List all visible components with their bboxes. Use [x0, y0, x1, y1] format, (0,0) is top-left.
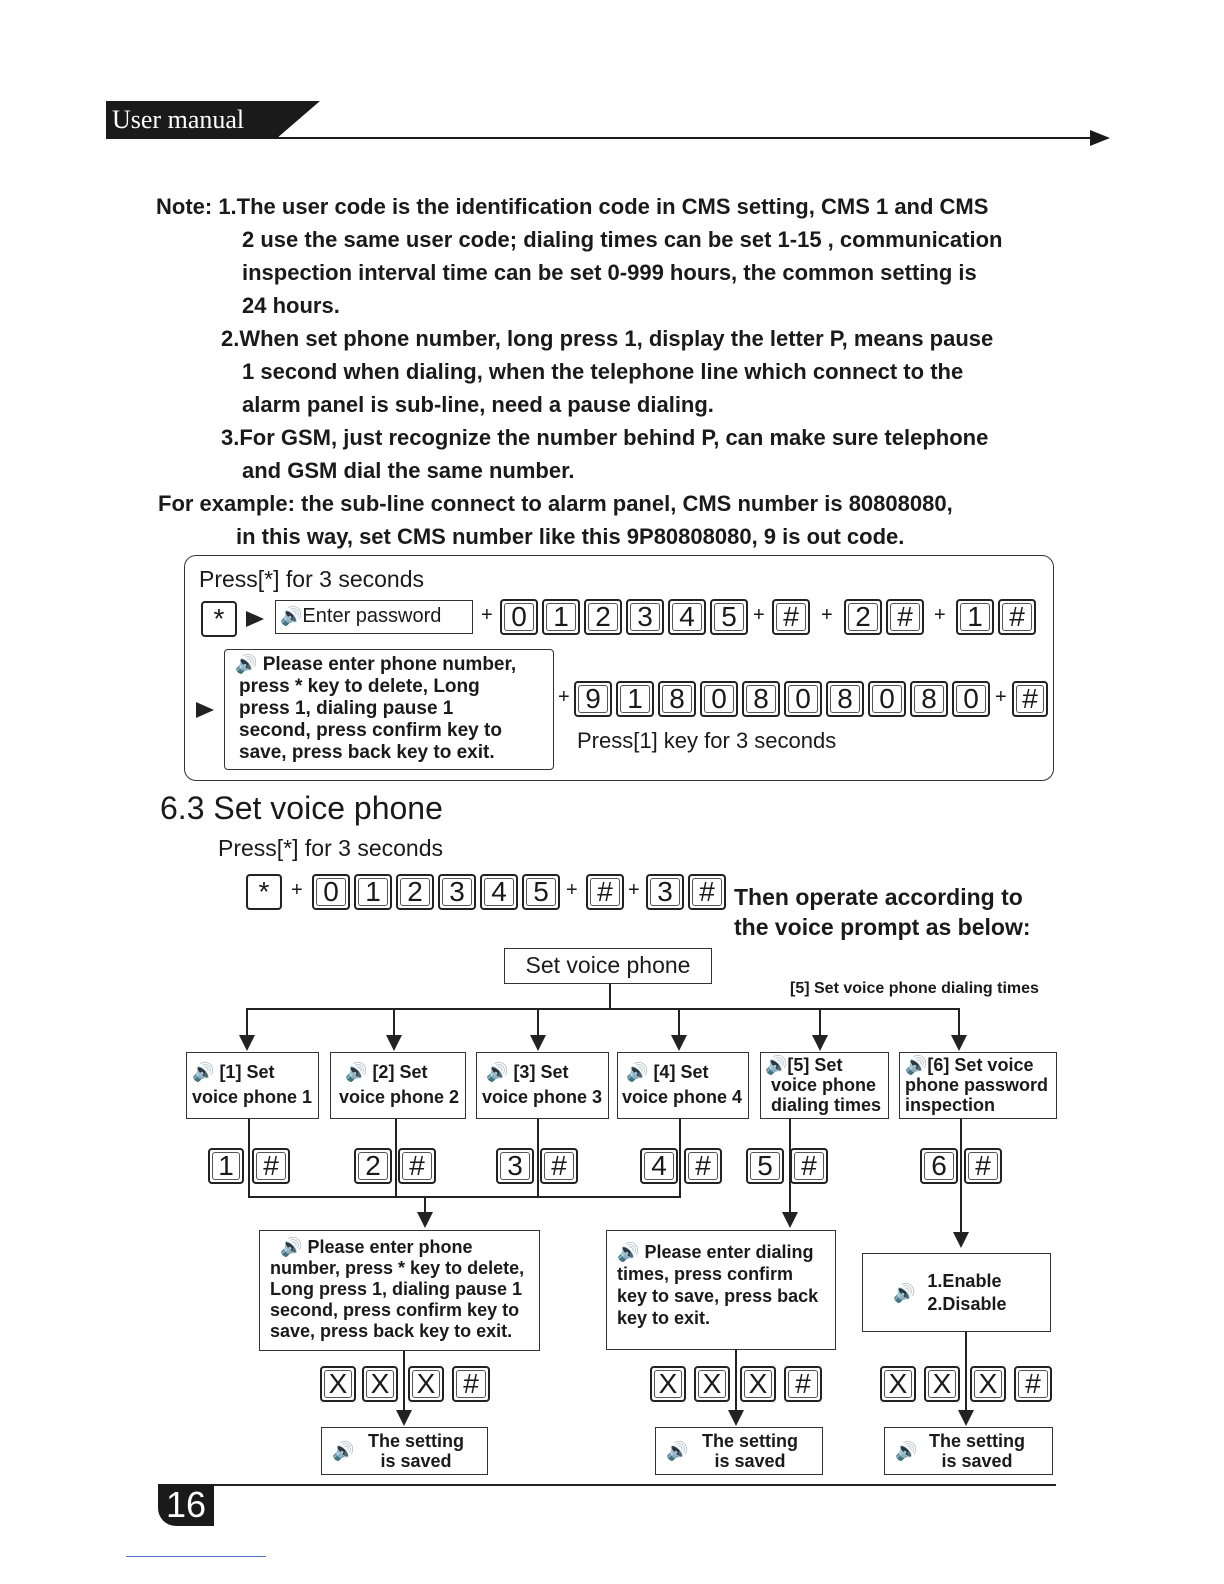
- header-arrow-icon: [1090, 130, 1110, 146]
- section-press-title: Press[*] for 3 seconds: [218, 835, 443, 861]
- connector-line: [679, 1119, 681, 1197]
- arrow-down-icon: [951, 1035, 967, 1051]
- arrow-down-icon: [671, 1035, 687, 1051]
- prompt-line: Please enter phone: [307, 1237, 473, 1257]
- speaker-icon: 🔊: [893, 1282, 916, 1303]
- hash-key: #: [790, 1148, 828, 1184]
- digit-key: 8: [826, 681, 864, 717]
- digit-key: 6: [920, 1148, 958, 1184]
- connector-line: [395, 1119, 397, 1197]
- prompt-line: times, press confirm: [617, 1264, 794, 1284]
- saved-text: is saved: [714, 1451, 786, 1471]
- plus-sign: +: [821, 604, 833, 626]
- hash-key: #: [1012, 681, 1048, 717]
- enter-password-box: [275, 600, 473, 634]
- digit-key: 5: [522, 874, 560, 910]
- option-label: [2] Set: [372, 1062, 428, 1082]
- digit-key: 4: [480, 874, 518, 910]
- prompt-line: save, press back key to exit.: [239, 742, 495, 763]
- footer-blue-line: [126, 1556, 266, 1557]
- enter-phone-prompt-box: [259, 1230, 540, 1351]
- speaker-icon: 🔊: [345, 1062, 368, 1082]
- digit-key: 1: [354, 874, 392, 910]
- x-key: X: [924, 1366, 960, 1402]
- arrow-down-icon: [396, 1410, 412, 1426]
- hash-key: #: [398, 1148, 436, 1184]
- digit-key: 3: [438, 874, 476, 910]
- option-box-6: [899, 1052, 1057, 1119]
- press-one-note: Press[1] key for 3 seconds: [577, 728, 837, 753]
- arrow-down-icon: [239, 1035, 255, 1051]
- connector-line: [248, 1196, 681, 1198]
- plus-sign: +: [566, 879, 578, 901]
- digit-key: 3: [626, 599, 664, 635]
- example-press-title: Press[*] for 3 seconds: [199, 566, 424, 592]
- setting-saved-box: [884, 1427, 1053, 1475]
- digit-key: 0: [952, 681, 990, 717]
- x-key: X: [740, 1366, 776, 1402]
- arrow-down-icon: [958, 1410, 974, 1426]
- note-line: Note: 1.The user code is the identification code in CMS setting, CMS 1 and CMS: [156, 194, 989, 219]
- speaker-icon: 🔊: [666, 1441, 689, 1461]
- prompt-line: number, press * key to delete,: [270, 1258, 525, 1278]
- digit-key: 1: [208, 1148, 244, 1184]
- saved-text: is saved: [380, 1451, 452, 1471]
- connector-line: [537, 1008, 539, 1036]
- root-note: [5] Set voice phone dialing times: [790, 980, 1039, 997]
- hash-key: #: [772, 599, 810, 635]
- plus-sign: +: [934, 604, 946, 626]
- plus-sign: +: [753, 604, 765, 626]
- arrow-down-icon: [812, 1035, 828, 1051]
- star-key: *: [201, 601, 237, 637]
- arrow-right-icon: [196, 702, 214, 718]
- connector-line: [789, 1119, 791, 1215]
- note-line: and GSM dial the same number.: [242, 458, 575, 483]
- option-label: voice phone 2: [339, 1087, 460, 1107]
- saved-text: The setting: [928, 1431, 1025, 1451]
- x-key: X: [362, 1366, 398, 1402]
- note-line: 1 second when dialing, when the telephone line which connect to the: [242, 359, 964, 384]
- plus-sign: +: [628, 879, 640, 901]
- hash-key: #: [688, 874, 726, 910]
- note-line: 2.When set phone number, long press 1, display the letter P, means pause: [221, 326, 994, 351]
- plus-sign: +: [995, 686, 1007, 708]
- connector-line: [678, 1008, 680, 1036]
- x-key: X: [408, 1366, 444, 1402]
- enter-password-label: Enter password: [302, 605, 442, 627]
- x-key: X: [320, 1366, 356, 1402]
- option-box-3: [476, 1052, 609, 1119]
- then-operate-line: Then operate according to: [734, 884, 1023, 910]
- x-key: X: [694, 1366, 730, 1402]
- prompt-line: press * key to delete, Long: [239, 676, 480, 697]
- prompt-line: Please enter dialing: [644, 1242, 814, 1262]
- option-label: voice phone 3: [482, 1087, 603, 1107]
- plus-sign: +: [558, 686, 570, 708]
- digit-key: 0: [312, 874, 350, 910]
- prompt-line: key to save, press back: [617, 1286, 819, 1306]
- header-rule: [106, 137, 1096, 139]
- hash-key: #: [964, 1148, 1002, 1184]
- option-label: voice phone 1: [192, 1087, 313, 1107]
- note-line: alarm panel is sub-line, need a pause dialing.: [242, 392, 714, 417]
- digit-key: 1: [542, 599, 580, 635]
- option-box-1: [186, 1052, 319, 1119]
- digit-key: 0: [500, 599, 538, 635]
- section-title: 6.3 Set voice phone: [160, 790, 443, 826]
- header-title: User manual: [106, 101, 278, 139]
- connector-line: [246, 1008, 248, 1036]
- option-label: inspection: [905, 1095, 996, 1115]
- option-label: [1] Set: [219, 1062, 275, 1082]
- saved-text: The setting: [367, 1431, 464, 1451]
- prompt-line: Please enter phone number,: [262, 654, 517, 675]
- disable-option: 2.Disable: [927, 1294, 1007, 1314]
- saved-text: is saved: [941, 1451, 1013, 1471]
- option-label: [6] Set voice: [927, 1055, 1034, 1075]
- speaker-icon: 🔊: [617, 1242, 640, 1262]
- digit-key: 3: [646, 874, 684, 910]
- option-label: [3] Set: [513, 1062, 569, 1082]
- digit-key: 8: [658, 681, 696, 717]
- connector-line: [403, 1351, 405, 1411]
- arrow-down-icon: [530, 1035, 546, 1051]
- hash-key: #: [1014, 1366, 1052, 1402]
- digit-key: 0: [784, 681, 822, 717]
- hash-key: #: [540, 1148, 578, 1184]
- digit-key: 0: [700, 681, 738, 717]
- then-operate-line: the voice prompt as below:: [734, 914, 1031, 940]
- digit-key: 8: [910, 681, 948, 717]
- option-box-5: [760, 1052, 889, 1119]
- note-line: 2 use the same user code; dialing times can be set 1-15 , communication: [242, 227, 1003, 252]
- connector-line: [248, 1119, 250, 1197]
- arrow-down-icon: [417, 1212, 433, 1228]
- option-label: [5] Set: [787, 1055, 843, 1075]
- digit-key: 5: [746, 1148, 784, 1184]
- note-line: 24 hours.: [242, 293, 340, 318]
- prompt-line: save, press back key to exit.: [270, 1321, 513, 1341]
- option-label: dialing times: [771, 1095, 882, 1115]
- setting-saved-box: [655, 1427, 823, 1475]
- root-box: Set voice phone: [504, 948, 712, 984]
- connector-line: [735, 1350, 737, 1412]
- prompt-line: key to exit.: [617, 1308, 711, 1328]
- arrow-down-icon: [953, 1232, 969, 1248]
- note-line: in this way, set CMS number like this 9P80808080, 9 is out code.: [236, 524, 905, 549]
- prompt-line: Long press 1, dialing pause 1: [270, 1279, 523, 1299]
- phone-prompt-box: [224, 649, 554, 770]
- speaker-icon: 🔊: [332, 1441, 355, 1461]
- connector-line: [537, 1119, 539, 1197]
- connector-line: [609, 984, 611, 1010]
- digit-key: 1: [616, 681, 654, 717]
- speaker-icon: 🔊: [486, 1062, 509, 1082]
- digit-key: 0: [868, 681, 906, 717]
- connector-line: [958, 1008, 960, 1036]
- option-box-2: [330, 1052, 466, 1119]
- digit-key: 8: [742, 681, 780, 717]
- option-label: [4] Set: [653, 1062, 709, 1082]
- digit-key: 4: [640, 1148, 678, 1184]
- connector-line: [960, 1119, 962, 1233]
- arrow-right-icon: [246, 611, 264, 627]
- enable-disable-box: [862, 1253, 1051, 1332]
- page-number: 16: [158, 1484, 214, 1526]
- note-line: 3.For GSM, just recognize the number behind P, can make sure telephone: [221, 425, 989, 450]
- note-line: inspection interval time can be set 0-999 hours, the common setting is: [242, 260, 977, 285]
- digit-key: 2: [844, 599, 882, 635]
- digit-key: 4: [668, 599, 706, 635]
- hash-key: #: [998, 599, 1036, 635]
- enter-dialing-prompt-box: [606, 1230, 836, 1350]
- hash-key: #: [452, 1366, 490, 1402]
- arrow-down-icon: [782, 1212, 798, 1228]
- speaker-icon: 🔊: [192, 1062, 215, 1082]
- digit-key: 3: [496, 1148, 534, 1184]
- hash-key: #: [886, 599, 924, 635]
- plus-sign: +: [481, 604, 493, 626]
- x-key: X: [970, 1366, 1006, 1402]
- digit-key: 2: [584, 599, 622, 635]
- option-label: voice phone 4: [622, 1087, 743, 1107]
- digit-key: 2: [354, 1148, 392, 1184]
- enable-option: 1.Enable: [927, 1271, 1002, 1291]
- note-line: For example: the sub-line connect to alarm panel, CMS number is 80808080,: [158, 491, 953, 516]
- saved-text: The setting: [701, 1431, 798, 1451]
- prompt-line: second, press confirm key to: [239, 720, 502, 741]
- prompt-line: press 1, dialing pause 1: [239, 698, 454, 719]
- header-tab-slant: [276, 101, 320, 139]
- x-key: X: [650, 1366, 686, 1402]
- option-label: voice phone: [771, 1075, 877, 1095]
- speaker-icon: 🔊: [765, 1055, 788, 1075]
- connector-line: [393, 1008, 395, 1036]
- arrow-down-icon: [386, 1035, 402, 1051]
- hash-key: #: [252, 1148, 290, 1184]
- speaker-icon: 🔊: [235, 654, 258, 674]
- star-key: *: [246, 874, 282, 910]
- connector-line: [819, 1008, 821, 1036]
- hash-key: #: [684, 1148, 722, 1184]
- arrow-down-icon: [728, 1410, 744, 1426]
- option-box-4: [617, 1052, 749, 1119]
- speaker-icon: 🔊: [626, 1062, 649, 1082]
- option-label: phone password: [905, 1075, 1049, 1095]
- connector-line: [965, 1332, 967, 1412]
- speaker-icon: 🔊: [905, 1055, 928, 1075]
- footer-rule: [214, 1484, 1056, 1486]
- digit-key: 2: [396, 874, 434, 910]
- setting-saved-box: [321, 1427, 488, 1475]
- digit-key: 5: [710, 599, 748, 635]
- plus-sign: +: [291, 879, 303, 901]
- speaker-icon: 🔊: [895, 1441, 918, 1461]
- digit-key: 1: [956, 599, 994, 635]
- speaker-icon: 🔊: [280, 606, 303, 626]
- hash-key: #: [586, 874, 624, 910]
- hash-key: #: [784, 1366, 822, 1402]
- digit-key: 9: [574, 681, 612, 717]
- prompt-line: second, press confirm key to: [270, 1300, 520, 1320]
- speaker-icon: 🔊: [280, 1237, 303, 1257]
- connector-line: [246, 1008, 960, 1010]
- x-key: X: [880, 1366, 916, 1402]
